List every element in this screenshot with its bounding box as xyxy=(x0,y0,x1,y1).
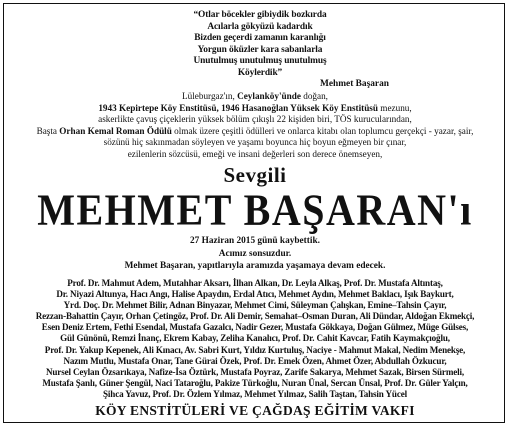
bio-emphasis: 1943 Kepirtepe Köy Enstitüsü, 1946 Hasanoğlan Yüksek Köy Enstitüsü xyxy=(98,102,378,113)
bio-text: mezunu, xyxy=(378,102,412,113)
signers-line: Gül Günönü, Remzi İnanç, Ekrem Kabay, Zeliha Kanalıcı, Prof. Dr. Cahit Kavcar, Fatih Kaymakçıoğlu, xyxy=(60,333,450,344)
poem-line: Köylerdik” xyxy=(237,67,283,78)
death-date: 27 Haziran 2015 günü kaybettik. xyxy=(190,236,320,246)
bio-line xyxy=(10,126,500,138)
poem-line: Yorgun öküzler kara sabanlarla xyxy=(197,44,323,55)
bio-text: doğan, xyxy=(300,91,328,101)
bio-text: olmak üzere çeşitli ödülleri ve onlarca kitabı olan toplumcu gerçekçi - yazar, şair, xyxy=(171,125,474,136)
poem-line: Acılarla gökyüzü kadardık xyxy=(207,21,313,32)
biography xyxy=(10,91,500,161)
poem-quote xyxy=(160,10,360,80)
bio-text: Başta xyxy=(36,125,60,136)
bio-line: sözünü hiç sakınmadan söyleyen ve yaşamı boyunca hiç boyun eğmeyen bir çınar, xyxy=(103,137,407,148)
foundation-name: KÖY ENSTİTÜLERİ VE ÇAĞDAŞ EĞİTİM VAKFI xyxy=(95,403,415,418)
bio-line: askerlikte çavuş çiçeklerin yüksek bölüm çıkışlı 22 kişiden biri, TÖS kurucularından, xyxy=(98,114,412,125)
bio-text: Lüleburgaz'ın, xyxy=(182,91,238,101)
bio-line xyxy=(10,91,500,103)
bio-emphasis: Ceylanköy'ünde xyxy=(237,91,301,101)
condolence-line: Acımız sonsuzdur. xyxy=(218,249,292,259)
signers-line: Esen Deniz Ertem, Fethi Esendal, Mustafa Gazalcı, Nadir Gezer, Mustafa Gökkaya, Doğan Gülmez, Müge Gülses, xyxy=(41,322,469,333)
signers-line: Yrd. Doç. Dr. Mehmet Bilir, Adnan Binyazar, Mehmet Cimi, Süleyman Çalışkan, Emine–Tahsin Çayır, xyxy=(63,300,447,311)
signers-line: Dr. Niyazi Altunya, Hacı Angı, Halise Apaydın, Erdal Atıcı, Mehmet Aydın, Mehmet Baklacı, Işık Baykurt, xyxy=(56,289,454,300)
poem-line: “Otlar böcekler gibiydik bozkırda xyxy=(193,10,327,20)
bio-emphasis: Orhan Kemal Roman Ödülü xyxy=(59,125,172,136)
tribute-line: Mehmet Başaran, yapıtlarıyla aramızda yaşamaya devam edecek. xyxy=(124,261,386,271)
signers-line: Nursel Ceylan Özsarıkaya, Nafize-İsa Öztürk, Mustafa Poyraz, Zarife Sakarya, Mehmet Sazak, Birsen Sürmeli, xyxy=(45,366,465,377)
signers-line: Prof. Dr. Mahmut Adem, Mutahhar Aksarı, İlhan Alkan, Dr. Leyla Alkaş, Prof. Dr. Mustafa Altıntaş, xyxy=(67,278,443,288)
poem-author: Mehmet Başaran xyxy=(320,79,389,89)
signers-list xyxy=(10,278,500,400)
bio-line: ezilenlerin sözcüsü, emeği ve insani değerleri son derece önemseyen, xyxy=(127,148,383,159)
bio-line xyxy=(10,103,500,115)
signers-line: Nazım Mutlu, Mustafa Onar, Tane Gürai Özek, Prof. Dr. Emek Özen, Ahmet Özer, Abdullah Özkucur, xyxy=(63,355,447,366)
signers-line: Şihca Yavuz, Prof. Dr. Özlem Yılmaz, Mehmet Yılmaz, Salih Taştan, Tahsin Yücel xyxy=(103,388,407,399)
signers-line: Mustafa Şanlı, Güner Şengül, Naci Tataroğlu, Pakize Türkoğlu, Nuran Ünal, Sercan Ünsal, Prof. Dr. Güler Yalçın, xyxy=(42,377,468,388)
poem-line: Bizden geçerdi zamanın karanlığı xyxy=(194,33,326,44)
poem-line: Unutulmuş unutulmuş unutulmuş xyxy=(193,56,327,67)
signers-line: Rezzan-Bahattin Çayır, Orhan Çetingöz, Prof. Dr. Ali Demir, Semahat–Osman Duran, Ali Dündar, Aldoğan Ekmekçi, xyxy=(35,311,475,322)
deceased-name: MEHMET BAŞARAN'ı xyxy=(37,184,473,235)
greeting: Sevgili xyxy=(223,163,287,187)
signers-line: Prof. Dr. Yakup Kepenek, Ali Kınacı, Av. Sabri Kurt, Yıldız Kurtuluş, Naciye - Mahmut Makal, Nedim Menekşe, xyxy=(44,344,466,355)
